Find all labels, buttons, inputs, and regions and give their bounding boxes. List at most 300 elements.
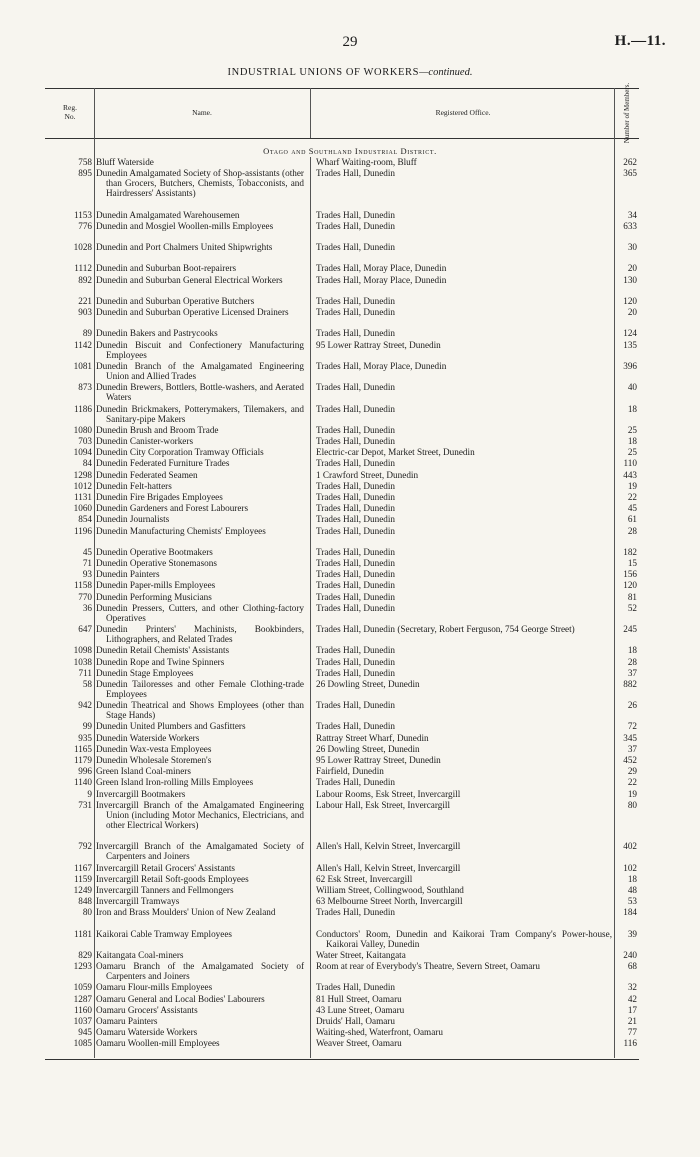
reg-number: 1081 xyxy=(73,360,92,371)
member-count: 72 xyxy=(627,721,637,732)
union-name-text: Dunedin Waterside Workers xyxy=(96,732,200,743)
registered-office xyxy=(316,885,612,895)
union-name-text: Invercargill Bootmakers xyxy=(96,788,186,799)
member-count: 124 xyxy=(623,328,637,339)
reg-number: 829 xyxy=(78,949,92,960)
registered-office-text: Trades Hall, Moray Place, Dunedin xyxy=(316,263,447,274)
member-count: 262 xyxy=(623,157,637,167)
registered-office-text: Trades Hall, Moray Place, Dunedin xyxy=(316,360,447,371)
union-name-text: Dunedin City Corporation Tramway Officials xyxy=(96,447,264,458)
union-name xyxy=(96,721,304,731)
reg-number: 1059 xyxy=(73,982,92,993)
union-name xyxy=(96,470,304,480)
union-name xyxy=(96,492,304,502)
union-name xyxy=(96,307,304,317)
member-count: 402 xyxy=(623,841,637,852)
registered-office-text: Trades Hall, Dunedin xyxy=(316,907,396,918)
member-count: 52 xyxy=(627,602,637,613)
registered-office xyxy=(316,874,612,884)
table-row xyxy=(0,645,700,656)
registered-office xyxy=(316,425,612,435)
union-name xyxy=(96,800,304,830)
title-suffix: —continued. xyxy=(419,67,473,78)
reg-number: 647 xyxy=(78,624,92,635)
member-count: 26 xyxy=(627,700,637,711)
member-count: 156 xyxy=(623,569,637,580)
union-name xyxy=(96,766,304,776)
registered-office xyxy=(316,1016,612,1026)
table-row xyxy=(0,679,700,700)
reg-number: 776 xyxy=(78,220,92,231)
registered-office xyxy=(316,950,612,960)
union-name xyxy=(96,447,304,457)
header-top-rule xyxy=(45,88,639,89)
union-name xyxy=(96,221,304,231)
union-name-text: Dunedin and Suburban Operative Licensed Drainers xyxy=(96,307,289,318)
registered-office xyxy=(316,755,612,765)
registered-office-text: Druids' Hall, Oamaru xyxy=(316,1015,395,1026)
reg-number: 703 xyxy=(78,436,92,446)
col-reg-header xyxy=(48,103,92,121)
member-count: 443 xyxy=(623,469,637,480)
reg-number: 99 xyxy=(82,721,92,732)
col-no-label: No. xyxy=(64,112,76,121)
registered-office xyxy=(316,766,612,776)
registered-office xyxy=(316,679,612,689)
member-count: 29 xyxy=(627,766,637,777)
reg-number: 792 xyxy=(78,841,92,852)
registered-office xyxy=(316,841,612,851)
union-name xyxy=(96,755,304,765)
reg-number: 1196 xyxy=(73,525,92,536)
union-name xyxy=(96,624,304,644)
union-name xyxy=(96,242,304,252)
union-name xyxy=(96,382,304,402)
registered-office-text: Trades Hall, Dunedin xyxy=(316,645,396,656)
registered-office xyxy=(316,458,612,468)
union-name xyxy=(96,404,304,424)
registered-office-text: Trades Hall, Dunedin xyxy=(316,700,396,711)
union-name-text: Dunedin Gardeners and Forest Labourers xyxy=(96,503,249,514)
registered-office xyxy=(316,382,612,392)
union-name xyxy=(96,982,304,992)
table-row xyxy=(0,382,700,403)
reg-number: 1142 xyxy=(73,339,92,350)
member-count: 184 xyxy=(623,907,637,918)
reg-number: 1131 xyxy=(73,491,92,502)
union-name-text: Dunedin Felt-hatters xyxy=(96,480,172,491)
member-count: 22 xyxy=(627,777,637,788)
registered-office-text: Conductors' Room, Dunedin and Kaikorai Tram Company's Power-house, Kaikorai Valley, Dunedin xyxy=(316,928,612,949)
union-name xyxy=(96,210,304,220)
table-row xyxy=(0,492,700,503)
union-name-text: Invercargill Branch of the Amalgamated Engineering Union (including Motor Mechanics, Electricians, and other Electrical Workers) xyxy=(96,799,304,830)
registered-office xyxy=(316,929,612,949)
table-row xyxy=(0,700,700,721)
table-row xyxy=(0,447,700,458)
member-count: 120 xyxy=(623,295,637,306)
registered-office xyxy=(316,961,612,971)
registered-office xyxy=(316,733,612,743)
reg-number: 58 xyxy=(82,678,92,689)
member-count: 45 xyxy=(627,503,637,514)
union-name-text: Dunedin Amalgamated Society of Shop-assistants (other than Grocers, Butchers, Chemists, Tobacconists, and Hairdressers' Assistants) xyxy=(96,168,304,199)
registered-office xyxy=(316,569,612,579)
registered-office xyxy=(316,307,612,317)
member-count: 25 xyxy=(627,424,637,435)
table-row xyxy=(0,885,700,896)
union-name-text: Dunedin Paper-mills Employees xyxy=(96,580,216,591)
union-name xyxy=(96,603,304,623)
registered-office-text: 43 Lune Street, Oamaru xyxy=(316,1004,405,1015)
member-count: 18 xyxy=(627,873,637,884)
union-name-text: Dunedin Brewers, Bottlers, Bottle-washers, and Aerated Waters xyxy=(96,382,304,403)
registered-office-text: Trades Hall, Dunedin xyxy=(316,777,396,788)
reg-number: 1158 xyxy=(73,580,92,591)
table-row xyxy=(0,755,700,766)
union-name-text: Oamaru Painters xyxy=(96,1015,158,1026)
reg-number: 1038 xyxy=(73,656,92,667)
registered-office xyxy=(316,1038,612,1048)
registered-office-text: Labour Hall, Esk Street, Invercargill xyxy=(316,799,451,810)
member-count: 135 xyxy=(623,339,637,350)
table-row xyxy=(0,168,700,210)
table-row xyxy=(0,425,700,436)
table-row xyxy=(0,929,700,950)
reg-number: 1153 xyxy=(73,209,92,220)
union-name-text: Dunedin Printers' Machinists, Bookbinders, Lithographers, and Related Trades xyxy=(96,624,304,645)
col-name-header: Name. xyxy=(192,108,212,117)
union-name-text: Dunedin Brickmakers, Potterymakers, Tilemakers, and Sanitary-pipe Makers xyxy=(96,403,304,424)
table-row xyxy=(0,558,700,569)
registered-office-text: Electric-car Depot, Market Street, Dunedin xyxy=(316,447,475,458)
table-row xyxy=(0,1027,700,1038)
page-number: 29 xyxy=(342,34,358,50)
table-row xyxy=(0,470,700,481)
member-count: 396 xyxy=(623,360,637,371)
registered-office xyxy=(316,721,612,731)
union-name xyxy=(96,592,304,602)
table-row xyxy=(0,1016,700,1027)
registered-office-text: Water Street, Kaitangata xyxy=(316,949,406,960)
member-count: 77 xyxy=(627,1027,637,1038)
registered-office-text: William Street, Collingwood, Southland xyxy=(316,884,464,895)
union-name-text: Dunedin and Suburban Operative Butchers xyxy=(96,295,255,306)
table-row xyxy=(0,328,700,339)
table-row xyxy=(0,982,700,993)
member-count: 130 xyxy=(623,274,637,285)
union-name-text: Dunedin Painters xyxy=(96,569,160,580)
union-name-text: Kaitangata Coal-miners xyxy=(96,949,184,960)
table-row xyxy=(0,721,700,732)
registered-office xyxy=(316,777,612,787)
union-name xyxy=(96,645,304,655)
registered-office xyxy=(316,492,612,502)
table-row xyxy=(0,1038,700,1049)
union-name-text: Dunedin Operative Stonemasons xyxy=(96,557,217,568)
member-count: 240 xyxy=(623,949,637,960)
registered-office-text: Allen's Hall, Kelvin Street, Invercargill xyxy=(316,841,461,852)
union-name-text: Bluff Waterside xyxy=(96,157,154,167)
registered-office-text: 62 Esk Street, Invercargill xyxy=(316,873,413,884)
registered-office xyxy=(316,558,612,568)
registered-office xyxy=(316,263,612,273)
registered-office xyxy=(316,503,612,513)
registered-office xyxy=(316,982,612,992)
registered-office xyxy=(316,168,612,178)
registered-office-text: Trades Hall, Dunedin xyxy=(316,491,396,502)
union-name xyxy=(96,569,304,579)
union-name-text: Dunedin Performing Musicians xyxy=(96,591,212,602)
registered-office xyxy=(316,863,612,873)
registered-office xyxy=(316,361,612,371)
registered-office xyxy=(316,404,612,414)
registered-office-text: Trades Hall, Dunedin xyxy=(316,424,396,435)
registered-office-text: Trades Hall, Dunedin xyxy=(316,569,396,580)
reg-number: 1181 xyxy=(73,928,92,939)
table-row xyxy=(0,994,700,1005)
registered-office xyxy=(316,547,612,557)
registered-office-text: Room at rear of Everybody's Theatre, Severn Street, Oamaru xyxy=(316,961,540,972)
reg-number: 996 xyxy=(78,766,92,777)
union-name xyxy=(96,874,304,884)
registered-office xyxy=(316,436,612,446)
union-name xyxy=(96,526,304,536)
reg-number: 711 xyxy=(78,667,92,678)
registered-office-text: Trades Hall, Dunedin xyxy=(316,328,396,339)
union-name-text: Invercargill Tanners and Fellmongers xyxy=(96,884,234,895)
table-row xyxy=(0,777,700,788)
registered-office-text: Trades Hall, Dunedin (Secretary, Robert Ferguson, 754 George Street) xyxy=(316,624,575,635)
union-name-text: Dunedin Fire Brigades Employees xyxy=(96,491,223,502)
reg-number: 945 xyxy=(78,1027,92,1038)
union-name-text: Dunedin Retail Chemists' Assistants xyxy=(96,645,230,656)
registered-office-text: Trades Hall, Dunedin xyxy=(316,667,396,678)
member-count: 28 xyxy=(627,525,637,536)
union-name xyxy=(96,1027,304,1037)
table-row xyxy=(0,580,700,591)
reg-number: 854 xyxy=(78,514,92,525)
table-row xyxy=(0,157,700,168)
registered-office-text: 81 Hull Street, Oamaru xyxy=(316,993,402,1004)
reg-number: 1085 xyxy=(73,1038,92,1049)
registered-office xyxy=(316,994,612,1004)
table-row xyxy=(0,404,700,425)
union-name-text: Invercargill Retail Soft-goods Employees xyxy=(96,873,249,884)
registered-office xyxy=(316,580,612,590)
member-count: 633 xyxy=(623,220,637,231)
registered-office-text: Trades Hall, Dunedin xyxy=(316,546,396,557)
union-name-text: Dunedin and Suburban General Electrical Workers xyxy=(96,274,283,285)
union-name-text: Dunedin Wax-vesta Employees xyxy=(96,743,212,754)
reg-number: 93 xyxy=(82,569,92,580)
reg-number: 892 xyxy=(78,274,92,285)
member-count: 25 xyxy=(627,447,637,458)
registered-office xyxy=(316,340,612,350)
registered-office-text: Allen's Hall, Kelvin Street, Invercargill xyxy=(316,862,461,873)
union-name-text: Dunedin Bakers and Pastrycooks xyxy=(96,328,218,339)
table-row xyxy=(0,766,700,777)
table-row xyxy=(0,1005,700,1016)
registered-office-text: Trades Hall, Dunedin xyxy=(316,514,396,525)
member-count: 19 xyxy=(627,480,637,491)
registered-office-text: Trades Hall, Dunedin xyxy=(316,480,396,491)
reg-number: 89 xyxy=(82,328,92,339)
member-count: 28 xyxy=(627,656,637,667)
registered-office xyxy=(316,221,612,231)
reg-number: 1094 xyxy=(73,447,92,458)
registered-office-text: Weaver Street, Oamaru xyxy=(316,1038,402,1049)
document-code: H.—11. xyxy=(614,33,666,49)
union-name xyxy=(96,700,304,720)
union-name xyxy=(96,896,304,906)
union-name xyxy=(96,263,304,273)
union-name-text: Dunedin Wholesale Storemen's xyxy=(96,755,212,766)
union-name xyxy=(96,558,304,568)
registered-office-text: Trades Hall, Dunedin xyxy=(316,602,396,613)
registered-office-text: Trades Hall, Dunedin xyxy=(316,382,396,393)
union-name xyxy=(96,961,304,981)
registered-office xyxy=(316,592,612,602)
reg-number: 1186 xyxy=(73,403,92,414)
registered-office-text: Trades Hall, Dunedin xyxy=(316,295,396,306)
union-name-text: Dunedin Theatrical and Shows Employees (other than Stage Hands) xyxy=(96,700,304,721)
union-name-text: Invercargill Retail Grocers' Assistants xyxy=(96,862,236,873)
registered-office xyxy=(316,668,612,678)
section-title: Otago and Southland Industrial District. xyxy=(263,146,437,156)
union-name xyxy=(96,425,304,435)
union-name xyxy=(96,168,304,198)
table-row xyxy=(0,950,700,961)
union-name xyxy=(96,1016,304,1026)
registered-office xyxy=(316,800,612,810)
union-name-text: Dunedin Federated Furniture Trades xyxy=(96,458,230,469)
union-name-text: Dunedin Branch of the Amalgamated Engineering Union and Allied Trades xyxy=(96,360,304,382)
registered-office-text: Trades Hall, Dunedin xyxy=(316,307,396,318)
union-name-text: Invercargill Branch of the Amalgamated Society of Carpenters and Joiners xyxy=(96,841,304,862)
table-row xyxy=(0,526,700,547)
union-name xyxy=(96,1005,304,1015)
member-count: 18 xyxy=(627,436,637,446)
member-count: 22 xyxy=(627,491,637,502)
reg-number: 71 xyxy=(82,557,92,568)
table-row xyxy=(0,275,700,296)
registered-office xyxy=(316,157,612,167)
union-name-text: Oamaru Grocers' Assistants xyxy=(96,1004,198,1015)
member-count: 882 xyxy=(623,678,637,689)
table-row xyxy=(0,800,700,842)
registered-office xyxy=(316,447,612,457)
table-row xyxy=(0,733,700,744)
registered-office-text: 26 Dowling Street, Dunedin xyxy=(316,678,420,689)
table-row xyxy=(0,547,700,558)
table-row xyxy=(0,503,700,514)
union-name xyxy=(96,361,304,381)
registered-office-text: Trades Hall, Dunedin xyxy=(316,220,396,231)
reg-number: 1140 xyxy=(73,777,92,788)
table-row xyxy=(0,481,700,492)
union-name-text: Iron and Brass Moulders' Union of New Zealand xyxy=(96,907,276,918)
registered-office xyxy=(316,470,612,480)
union-name-text: Dunedin Biscuit and Confectionery Manufacturing Employees xyxy=(96,339,304,360)
union-name xyxy=(96,657,304,667)
union-name-text: Kaikorai Cable Tramway Employees xyxy=(96,928,232,939)
union-name xyxy=(96,340,304,360)
member-count: 18 xyxy=(627,403,637,414)
union-name-text: Dunedin Manufacturing Chemists' Employees xyxy=(96,525,266,536)
reg-number: 45 xyxy=(82,546,92,557)
registered-office xyxy=(316,275,612,285)
reg-number: 1098 xyxy=(73,645,92,656)
reg-number: 1160 xyxy=(73,1004,92,1015)
union-name xyxy=(96,157,304,167)
member-count: 365 xyxy=(623,168,637,179)
union-name-text: Oamaru Flour-mills Employees xyxy=(96,982,213,993)
union-name xyxy=(96,580,304,590)
member-count: 116 xyxy=(623,1038,637,1049)
union-name-text: Dunedin Pressers, Cutters, and other Clothing-factory Operatives xyxy=(96,602,304,623)
table-row xyxy=(0,907,700,928)
union-name xyxy=(96,679,304,699)
member-count: 42 xyxy=(627,993,637,1004)
reg-number: 1112 xyxy=(74,263,92,274)
union-name-text: Dunedin Tailoresses and other Female Clothing-trade Employees xyxy=(96,678,304,699)
union-name xyxy=(96,481,304,491)
col-members-label: Number of Members. xyxy=(623,82,631,144)
table-row xyxy=(0,458,700,469)
member-count: 452 xyxy=(623,755,637,766)
union-name xyxy=(96,275,304,285)
registered-office-text: Trades Hall, Dunedin xyxy=(316,242,396,253)
col-reg-label: Reg. xyxy=(63,103,77,112)
union-name xyxy=(96,950,304,960)
table-row xyxy=(0,657,700,668)
registered-office xyxy=(316,242,612,252)
reg-number: 1179 xyxy=(73,755,92,766)
table-row xyxy=(0,210,700,221)
member-count: 61 xyxy=(627,514,637,525)
table-row xyxy=(0,514,700,525)
union-name-text: Oamaru Waterside Workers xyxy=(96,1027,198,1038)
registered-office xyxy=(316,296,612,306)
reg-number: 758 xyxy=(78,157,92,167)
reg-number: 770 xyxy=(78,591,92,602)
member-count: 120 xyxy=(623,580,637,591)
table-row xyxy=(0,307,700,328)
registered-office xyxy=(316,1027,612,1037)
reg-number: 873 xyxy=(78,382,92,393)
union-name-text: Dunedin Rope and Twine Spinners xyxy=(96,656,225,667)
union-name-text: Dunedin and Mosgiel Woollen-mills Employees xyxy=(96,220,274,231)
member-count: 110 xyxy=(623,458,637,469)
registered-office xyxy=(316,624,612,634)
registered-office xyxy=(316,896,612,906)
table-row xyxy=(0,296,700,307)
union-name xyxy=(96,733,304,743)
registered-office-text: Trades Hall, Dunedin xyxy=(316,580,396,591)
member-count: 15 xyxy=(627,557,637,568)
table-row xyxy=(0,361,700,382)
registered-office xyxy=(316,328,612,338)
reg-number: 935 xyxy=(78,732,92,743)
table-row xyxy=(0,592,700,603)
reg-number: 1167 xyxy=(73,862,92,873)
col-office-header: Registered Office. xyxy=(435,108,491,117)
union-name xyxy=(96,547,304,557)
union-name xyxy=(96,929,304,939)
title-main: INDUSTRIAL UNIONS OF WORKERS xyxy=(227,67,420,78)
registered-office-text: 95 Lower Rattray Street, Dunedin xyxy=(316,339,441,350)
